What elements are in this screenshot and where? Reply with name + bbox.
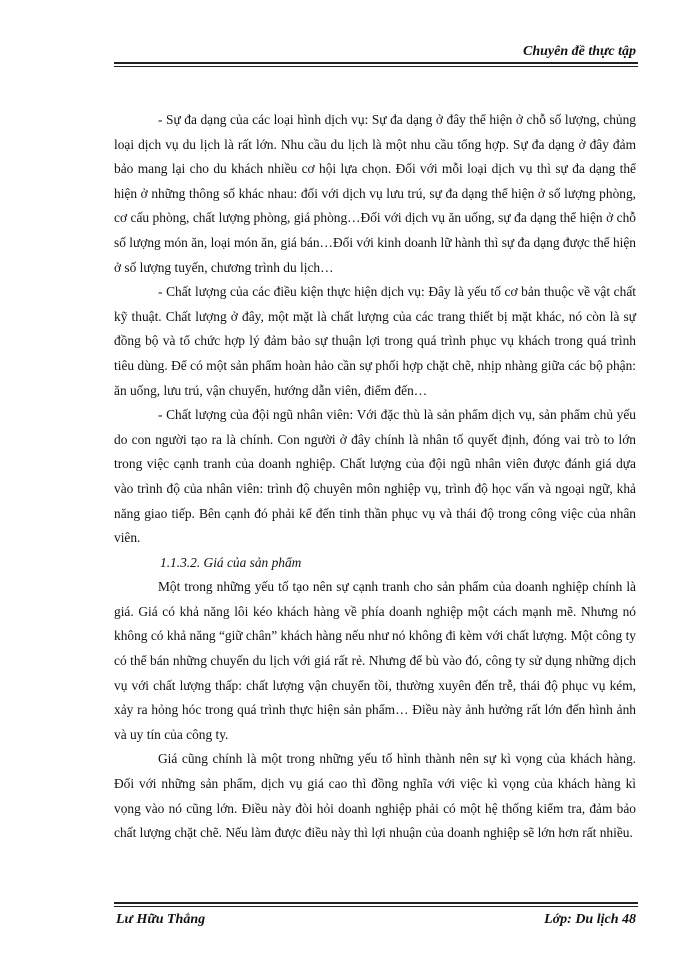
header-rule-thick: [114, 62, 638, 64]
page-body: [114, 108, 636, 846]
footer-rule-thick: [114, 902, 638, 904]
paragraph-service-conditions: - Chất lượng của các điều kiện thực hiện dịch vụ: Đây là yếu tố cơ bản thuộc về vật chất kỹ thuật. Chất lượng ở đây, một mặt là chất lượng của các trang thiết bị mặt khác, nó còn là sự đồng bộ và tổ chức hợp lý đảm bảo sự thuận lợi trong quá trình phục vụ khách trong quá trình tiêu dùng. Để có một sản phẩm hoàn hảo cần sự phối hợp chặt chẽ, nhịp nhàng giữa các bộ phận: ăn uống, lưu trú, vận chuyển, hướng dẫn viên, điểm đến…: [114, 284, 636, 398]
paragraph-staff-quality: - Chất lượng của đội ngũ nhân viên: Với đặc thù là sản phẩm dịch vụ, sản phẩm chủ yếu do con người tạo ra là chính. Con người ở đây chính là nhân tố quyết định, đóng vai trò to lớn trong việc cạnh tranh của doanh nghiệp. Chất lượng của đội ngũ nhân viên được đánh giá dựa vào trình độ của nhân viên: trình độ chuyên môn nghiệp vụ, trình độ học vấn và ngoại ngữ, khả năng giao tiếp. Bên cạnh đó phải kể đến tinh thần phục vụ và thái độ trong công việc của nhân viên.: [114, 407, 636, 546]
footer-class: Lớp: Du lịch 48: [544, 912, 636, 927]
running-header-title: Chuyên đề thực tập: [522, 44, 636, 59]
paragraph-price-expectation: Giá cũng chính là một trong những yếu tố hình thành nên sự kì vọng của khách hàng. Đối với những sản phẩm, dịch vụ giá cao thì đồng nghĩa với việc kì vọng của khách hàng kì vọng vào nó cũng lớn. Điều này đòi hỏi doanh nghiệp phải có một hệ thống kiểm tra, đảm bảo chất lượng chặt chẽ. Nếu làm được điều này thì lợi nhuận của doanh nghiệp sẽ lớn hơn rất nhiều.: [114, 751, 636, 841]
footer-rule-thin: [114, 906, 638, 907]
paragraph-price-competition: Một trong những yếu tố tạo nên sự cạnh tranh cho sản phẩm của doanh nghiệp chính là giá. Giá có khả năng lôi kéo khách hàng về phía doanh nghiệp một cách mạnh mẽ. Nhưng nó không có khả năng “giữ chân” khách hàng nếu như nó không đi kèm với chất lượng. Một công ty có thể bán những chuyến du lịch với giá rất rẻ. Nhưng để bù vào đó, công ty sử dụng những dịch vụ với chất lượng thấp: chất lượng vận chuyển tồi, thường xuyên đến trễ, thái độ phục vụ kém, xảy ra hỏng hóc trong quá trình thực hiện sản phẩm… Điều này ảnh hưởng rất lớn đến hình ảnh và uy tín của công ty.: [114, 579, 636, 742]
section-heading-price: 1.1.3.2. Giá của sản phẩm: [160, 554, 302, 570]
paragraph-service-diversity: - Sự đa dạng của các loại hình dịch vụ: Sự đa dạng ở đây thể hiện ở chỗ số lượng, chủng loại dịch vụ du lịch là rất lớn. Nhu cầu du lịch là một nhu cầu tổng hợp. Sự đa dạng ở đây đảm bảo mang lại cho du khách nhiều cơ hội lựa chọn. Đối với mỗi loại dịch vụ thì sự đa dạng thể hiện ở những thông số khác nhau: đối với dịch vụ lưu trú, sự đa dạng thể hiện ở số lượng phòng, cơ cấu phòng, chất lượng phòng, giá phòng…Đối với dịch vụ ăn uống, sự đa dạng thể hiện ở chỗ số lượng món ăn, loại món ăn, giá bán…Đối với kinh doanh lữ hành thì sự đa dạng được thể hiện ở số lượng tuyến, chương trình du lịch…: [114, 112, 636, 275]
header-rule-thin: [114, 66, 638, 67]
footer-author: Lư Hữu Thắng: [116, 912, 206, 927]
